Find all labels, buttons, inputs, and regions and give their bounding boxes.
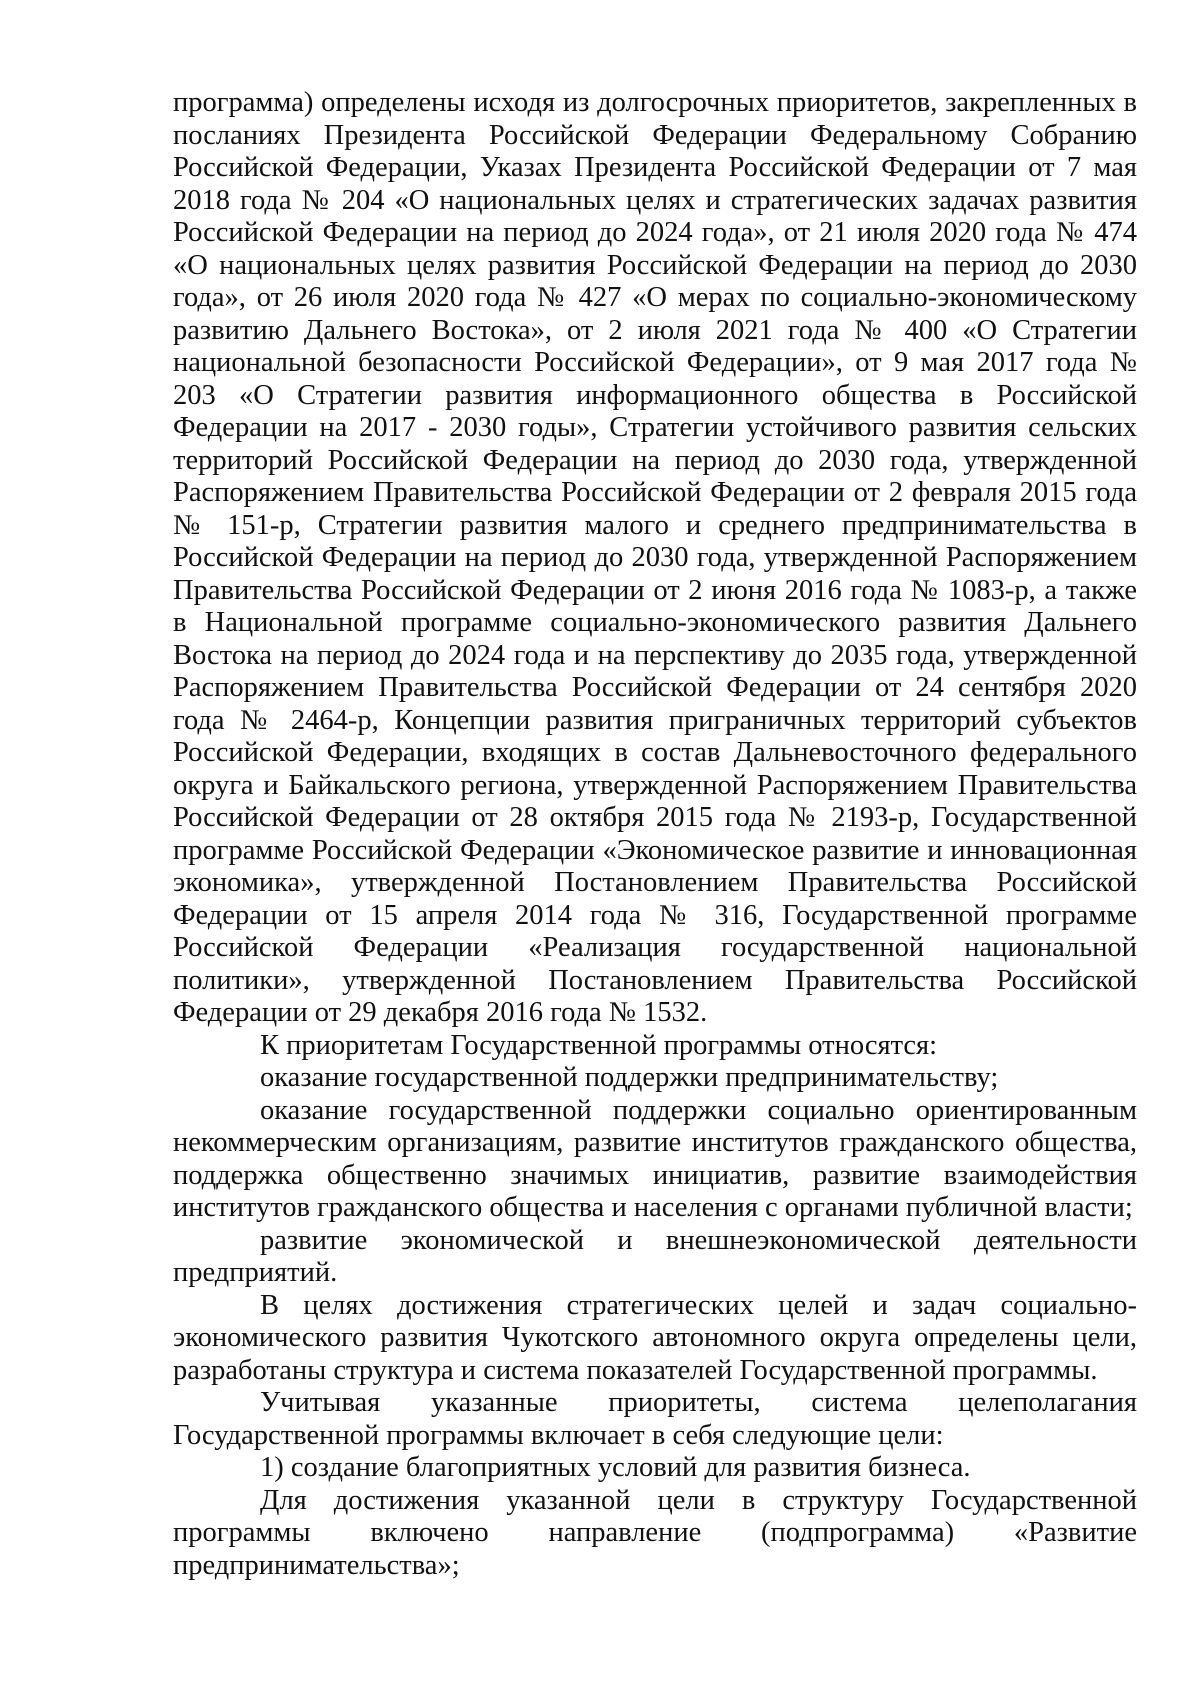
paragraph-priority-nko-support: оказание государственной поддержки социально ориентированным некоммерческим организациям, развитие институтов гражданского общества, поддержка общественно значимых инициатив, развитие взаимодействия институтов гражданского общества и населения с органами публичной власти; bbox=[173, 1094, 1137, 1223]
paragraph-goal-1: 1) создание благоприятных условий для развития бизнеса. bbox=[260, 1452, 971, 1483]
paragraph-goal-system: Учитывая указанные приоритеты, система целеполагания Государственной программы включает в себя следующие цели: bbox=[173, 1387, 1137, 1451]
paragraph-priorities-intro: К приоритетам Государственной программы относятся: bbox=[260, 1029, 938, 1061]
paragraph-priority-foreign-trade: развитие экономической и внешнеэкономической деятельности предприятий. bbox=[173, 1224, 1137, 1288]
document-body bbox=[173, 87, 1137, 1582]
paragraph-priorities-sources: программа) определены исходя из долгосрочных приоритетов, закрепленных в посланиях Президента Российской Федерации Федеральному Собранию Российской Федерации, Указах Президента Российской Федерации от 7 мая 2018 года № 204 «О национальных целях и стратегических задачах развития Российской Федерации на период до 2024 года», от 21 июля 2020 года № 474 «О национальных целях развития Российской Федерации на период до 2030 года», от 26 июля 2020 года № 427 «О мерах по социально-экономическому развитию Дальнего Востока», от 2 июля 2021 года № 400 «О Стратегии национальной безопасности Российской Федерации», от 9 мая 2017 года № 203 «О Стратегии развития информационного общества в Российской Федерации на 2017 - 2030 годы», Стратегии устойчивого развития сельских территорий Российской Федерации на период до 2030 года, утвержденной Распоряжением Правительства Российской Федерации от 2 февраля 2015 года № 151-р, Стратегии развития малого и среднего предпринимательства в Российской Федерации на период до 2030 года, утвержденной Распоряжением Правительства Российской Федерации от 2 июня 2016 года № 1083-р, а также в Национальной программе социально-экономического развития Дальнего Востока на период до 2024 года и на перспективу до 2035 года, утвержденной Распоряжением Правительства Российской Федерации от 24 сентября 2020 года № 2464-р, Концепции развития приграничных территорий субъектов Российской Федерации, входящих в состав Дальневосточного федерального округа и Байкальского региона, утвержденной Распоряжением Правительства Российской Федерации от 28 октября 2015 года № 2193-р, Государственной программе Российской Федерации «Экономическое развитие и инновационная экономика», утвержденной Постановлением Правительства Российской Федерации от 15 апреля 2014 года № 316, Государственной программе Российской Федерации «Реализация государственной национальной политики», утвержденной Постановлением Правительства Российской Федерации от 29 декабря 2016 года № 1532. bbox=[173, 87, 1137, 1028]
paragraph-goals-structure: В целях достижения стратегических целей и задач социально-экономического развития Чукотского автономного округа определены цели, разработаны структура и система показателей Государственной программы. bbox=[173, 1289, 1137, 1386]
paragraph-subprogram: Для достижения указанной цели в структуру Государственной программы включено направление (подпрограмма) «Развитие предпринимательства»; bbox=[173, 1484, 1137, 1581]
paragraph-priority-business-support: оказание государственной поддержки предпринимательству; bbox=[260, 1062, 999, 1093]
